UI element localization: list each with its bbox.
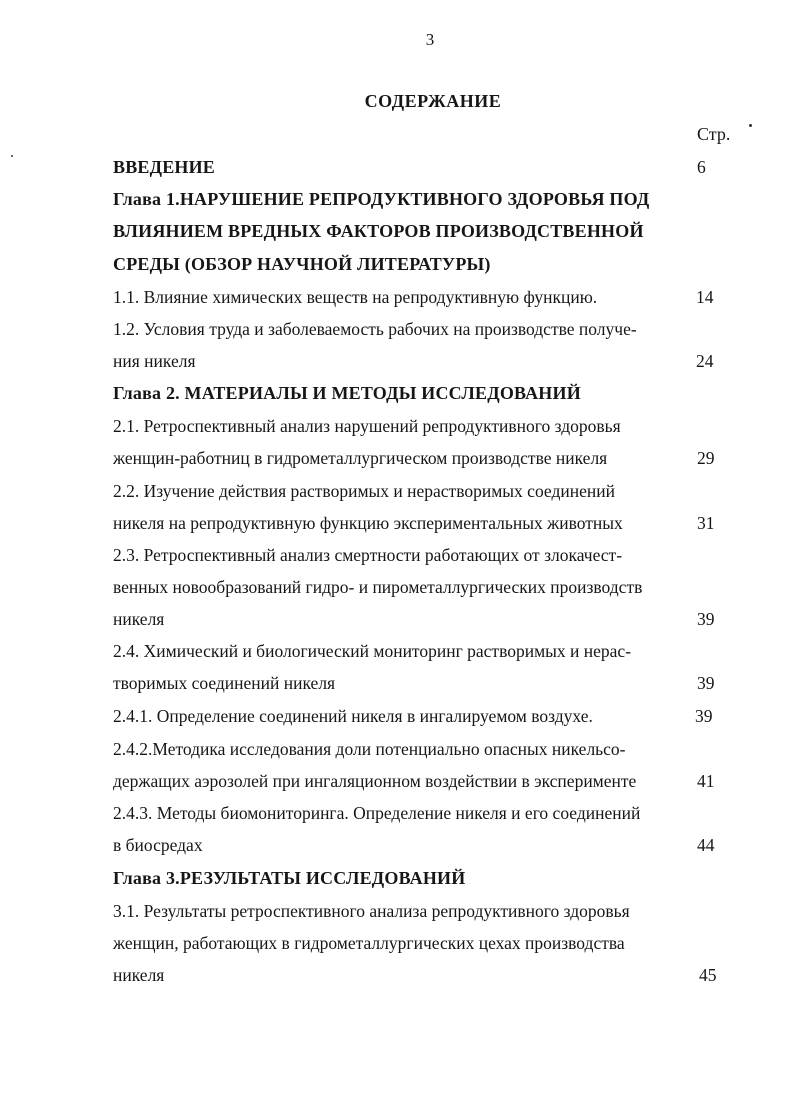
page-column-label: Стр. (697, 124, 731, 144)
toc-section-line: 2.4.1. Определение соединений никеля в ингалируемом воздухе. (113, 706, 593, 726)
toc-chapter-line: ВЛИЯНИЕМ ВРЕДНЫХ ФАКТОРОВ ПРОИЗВОДСТВЕННОЙ (113, 221, 644, 241)
toc-page-number: 6 (697, 157, 706, 177)
toc-page-number: 45 (699, 965, 717, 985)
toc-section-line: никеля (113, 965, 165, 985)
toc-section-line: в биосредах (113, 835, 203, 855)
toc-section-line: ния никеля (113, 351, 196, 371)
toc-section-line: 2.1. Ретроспективный анализ нарушений репродуктивного здоровья (113, 416, 621, 436)
toc-section-line: женщин-работниц в гидрометаллургическом производстве никеля (113, 448, 608, 468)
toc-section-line: женщин, работающих в гидрометаллургических цехах производства (113, 933, 625, 953)
toc-chapter-line: ВВЕДЕНИЕ (113, 157, 216, 177)
toc-section-line: 1.2. Условия труда и заболеваемость рабочих на производстве получе- (113, 319, 637, 339)
toc-section-line: 3.1. Результаты ретроспективного анализа репродуктивного здоровья (113, 901, 630, 921)
toc-page-number: 31 (697, 513, 715, 533)
toc-page-number: 39 (697, 673, 715, 693)
page-title: СОДЕРЖАНИЕ (364, 91, 502, 111)
toc-section-line: 2.4.3. Методы биомониторинга. Определение никеля и его соединений (113, 803, 641, 823)
toc-page-number: 39 (695, 706, 713, 726)
toc-section-line: никеля (113, 609, 165, 629)
toc-page-number: 41 (697, 771, 715, 791)
toc-section-line: 2.4. Химический и биологический мониторинг растворимых и нерас- (113, 641, 632, 661)
toc-page-number: 14 (696, 287, 714, 307)
toc-chapter-line: СРЕДЫ (ОБЗОР НАУЧНОЙ ЛИТЕРАТУРЫ) (113, 254, 491, 274)
toc-section-line: 1.1. Влияние химических веществ на репродуктивную функцию. (113, 287, 598, 307)
toc-chapter-line: Глава 3.РЕЗУЛЬТАТЫ ИССЛЕДОВАНИЙ (113, 868, 466, 888)
toc-chapter-line: Глава 2. МАТЕРИАЛЫ И МЕТОДЫ ИССЛЕДОВАНИЙ (113, 383, 581, 403)
toc-section-line: 2.4.2.Методика исследования доли потенциально опасных никельсо- (113, 739, 626, 759)
toc-page-number: 44 (697, 835, 715, 855)
toc-section-line: 2.2. Изучение действия растворимых и нерастворимых соединений (113, 481, 615, 501)
toc-section-line: венных новообразований гидро- и пирометаллургических производств (113, 577, 643, 597)
toc-section-line: никеля на репродуктивную функцию экспериментальных животных (113, 513, 623, 533)
page-number: 3 (425, 30, 435, 49)
toc-section-line: творимых соединений никеля (113, 673, 336, 693)
toc-page-number: 24 (696, 351, 714, 371)
toc-chapter-line: Глава 1.НАРУШЕНИЕ РЕПРОДУКТИВНОГО ЗДОРОВЬЯ ПОД (113, 189, 650, 209)
toc-page-number: 29 (697, 448, 715, 468)
scan-speck (11, 155, 13, 157)
toc-page-number: 39 (697, 609, 715, 629)
scan-speck (749, 124, 752, 127)
toc-section-line: 2.3. Ретроспективный анализ смертности работающих от злокачест- (113, 545, 623, 565)
toc-section-line: держащих аэрозолей при ингаляционном воздействии в эксперименте (113, 771, 637, 791)
